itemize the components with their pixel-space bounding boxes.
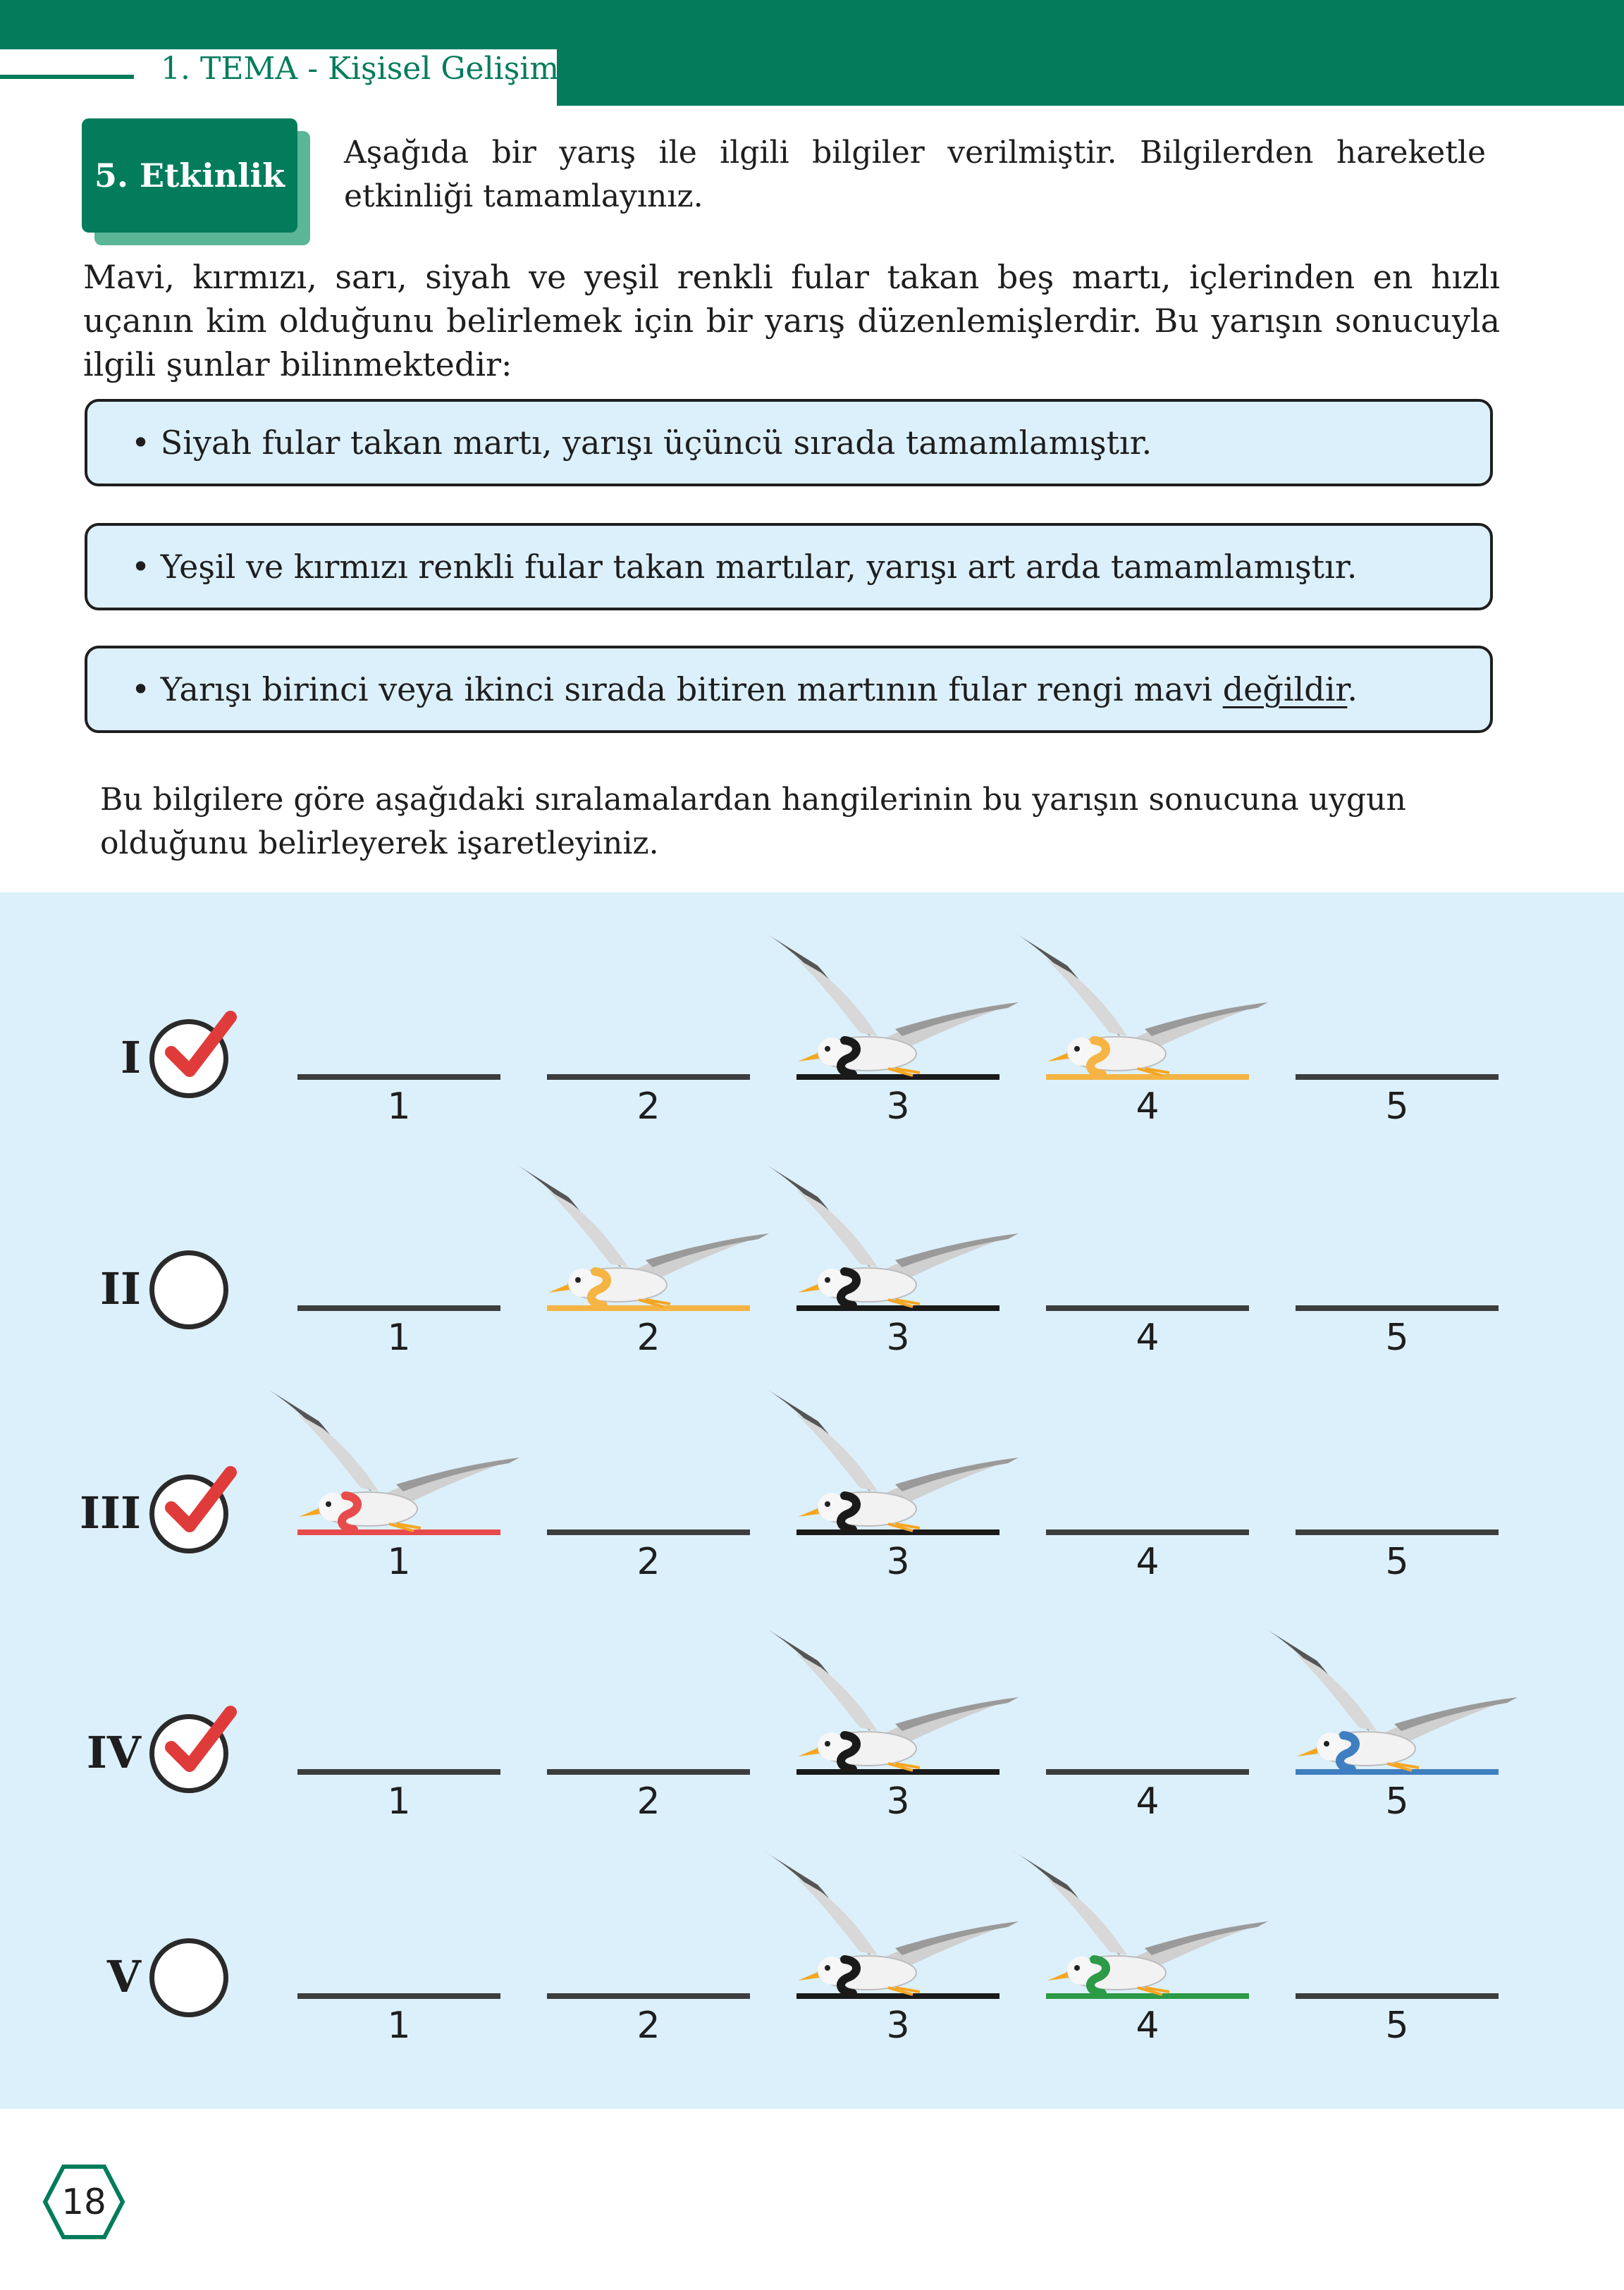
- seagull-black-scarf-icon: [754, 1618, 1022, 1773]
- position-number: 2: [636, 1541, 660, 1583]
- clue-text-3-underlined: değildir: [1222, 670, 1348, 708]
- position-number: 3: [886, 1780, 910, 1823]
- answer-checkbox-1[interactable]: [149, 1019, 228, 1098]
- ranking-slot-1: [297, 1993, 500, 1999]
- position-number: 4: [1136, 1085, 1159, 1128]
- position-number: 4: [1136, 1317, 1159, 1359]
- position-number: 2: [636, 1085, 660, 1128]
- position-number: 5: [1385, 1541, 1409, 1583]
- clue-text-3-after: .: [1347, 670, 1358, 708]
- position-number: 4: [1136, 2005, 1159, 2047]
- position-number: 2: [636, 1317, 660, 1359]
- seagull-black-scarf-icon: [754, 1379, 1022, 1534]
- clue-text-2: • Yeşil ve kırmızı renkli fular takan martılar, yarışı art arda tamamlamıştır.: [131, 548, 1358, 586]
- header-rule-left: [0, 75, 134, 79]
- ranking-slot-5: [1296, 1305, 1499, 1311]
- header-rule-right: [557, 80, 1624, 85]
- seagull-blue-scarf-icon: [1253, 1618, 1521, 1773]
- activity-intro: Aşağıda bir yarış ile ilgili bilgiler verilmiştir. Bilgilerden hareketle etkinliği tamamlayınız.: [344, 135, 1486, 214]
- row-label-3: III: [79, 1487, 141, 1539]
- row-label-1: I: [120, 1032, 141, 1083]
- page-number: 18: [61, 2181, 106, 2222]
- ranking-slot-4: [1046, 1529, 1249, 1535]
- position-number: 3: [886, 1085, 910, 1128]
- ranking-slot-2: [547, 1993, 750, 1999]
- position-number: 4: [1136, 1780, 1159, 1823]
- clue-box-1: [85, 399, 1493, 486]
- ranking-slot-1: [297, 1074, 500, 1080]
- ranking-slot-5: [1296, 1529, 1499, 1535]
- position-number: 1: [387, 1780, 411, 1823]
- clue-text-3: [131, 670, 1358, 708]
- position-number: 5: [1385, 1780, 1409, 1823]
- position-number: 1: [387, 2005, 411, 2047]
- activity-badge: 5. Etkinlik: [82, 118, 297, 233]
- activity-paragraph: Mavi, kırmızı, sarı, siyah ve yeşil renkli fular takan beş martı, içlerinden en hızlı uçanın kim olduğunu belirlemek için bir yarış düzenlemişlerdir. Bu yarışın sonucuyla ilgili şunlar bilinmektedir:: [83, 258, 1500, 383]
- ranking-slot-2: [547, 1074, 750, 1080]
- position-number: 2: [636, 1780, 660, 1823]
- seagull-green-scarf-icon: [1004, 1842, 1272, 1997]
- row-label-2: II: [99, 1263, 141, 1315]
- position-number: 5: [1385, 2005, 1409, 2047]
- seagull-yellow-scarf-icon: [1004, 923, 1272, 1078]
- clue-text-3-before: • Yarışı birinci veya ikinci sırada bitiren martının fular rengi mavi: [131, 670, 1223, 708]
- ranking-slot-5: [1296, 1074, 1499, 1080]
- clue-box-3: [85, 646, 1493, 733]
- seagull-black-scarf-icon: [754, 923, 1022, 1078]
- answer-checkbox-5[interactable]: [149, 1938, 228, 2017]
- position-number: 1: [387, 1085, 411, 1128]
- position-number: 3: [886, 1317, 910, 1359]
- ranking-slot-1: [297, 1769, 500, 1775]
- ranking-slot-2: [547, 1529, 750, 1535]
- seagull-red-scarf-icon: [255, 1379, 523, 1534]
- answer-checkbox-3[interactable]: [149, 1475, 228, 1553]
- question-text: Bu bilgilere göre aşağıdaki sıralamalardan hangilerinin bu yarışın sonucuna uygun olduğunu belirleyerek işaretleyiniz.: [100, 782, 1406, 861]
- position-number: 5: [1385, 1317, 1409, 1359]
- position-number: 4: [1136, 1541, 1159, 1583]
- position-number: 5: [1385, 1085, 1409, 1128]
- row-label-4: IV: [86, 1727, 141, 1778]
- checkmark-icon: [161, 1464, 239, 1544]
- checkmark-icon: [161, 1704, 239, 1784]
- answer-checkbox-2[interactable]: [149, 1250, 228, 1329]
- clue-text-1: • Siyah fular takan martı, yarışı üçüncü sırada tamamlamıştır.: [131, 424, 1152, 462]
- position-number: 1: [387, 1317, 411, 1359]
- seagull-black-scarf-icon: [754, 1842, 1022, 1997]
- clue-box-2: [85, 523, 1493, 610]
- ranking-slot-5: [1296, 1993, 1499, 1999]
- seagull-black-scarf-icon: [754, 1155, 1022, 1310]
- ranking-slot-1: [297, 1305, 500, 1311]
- position-number: 1: [387, 1541, 411, 1583]
- answer-checkbox-4[interactable]: [149, 1714, 228, 1793]
- theme-title: 1. TEMA - Kişisel Gelişim: [161, 51, 560, 87]
- position-number: 2: [636, 2005, 660, 2047]
- position-number: 3: [886, 1541, 910, 1583]
- ranking-slot-4: [1046, 1769, 1249, 1775]
- row-label-5: V: [106, 1951, 141, 2002]
- position-number: 3: [886, 2005, 910, 2047]
- ranking-slot-4: [1046, 1305, 1249, 1311]
- ranking-slot-2: [547, 1769, 750, 1775]
- checkmark-icon: [161, 1009, 239, 1089]
- seagull-yellow-scarf-icon: [505, 1155, 773, 1310]
